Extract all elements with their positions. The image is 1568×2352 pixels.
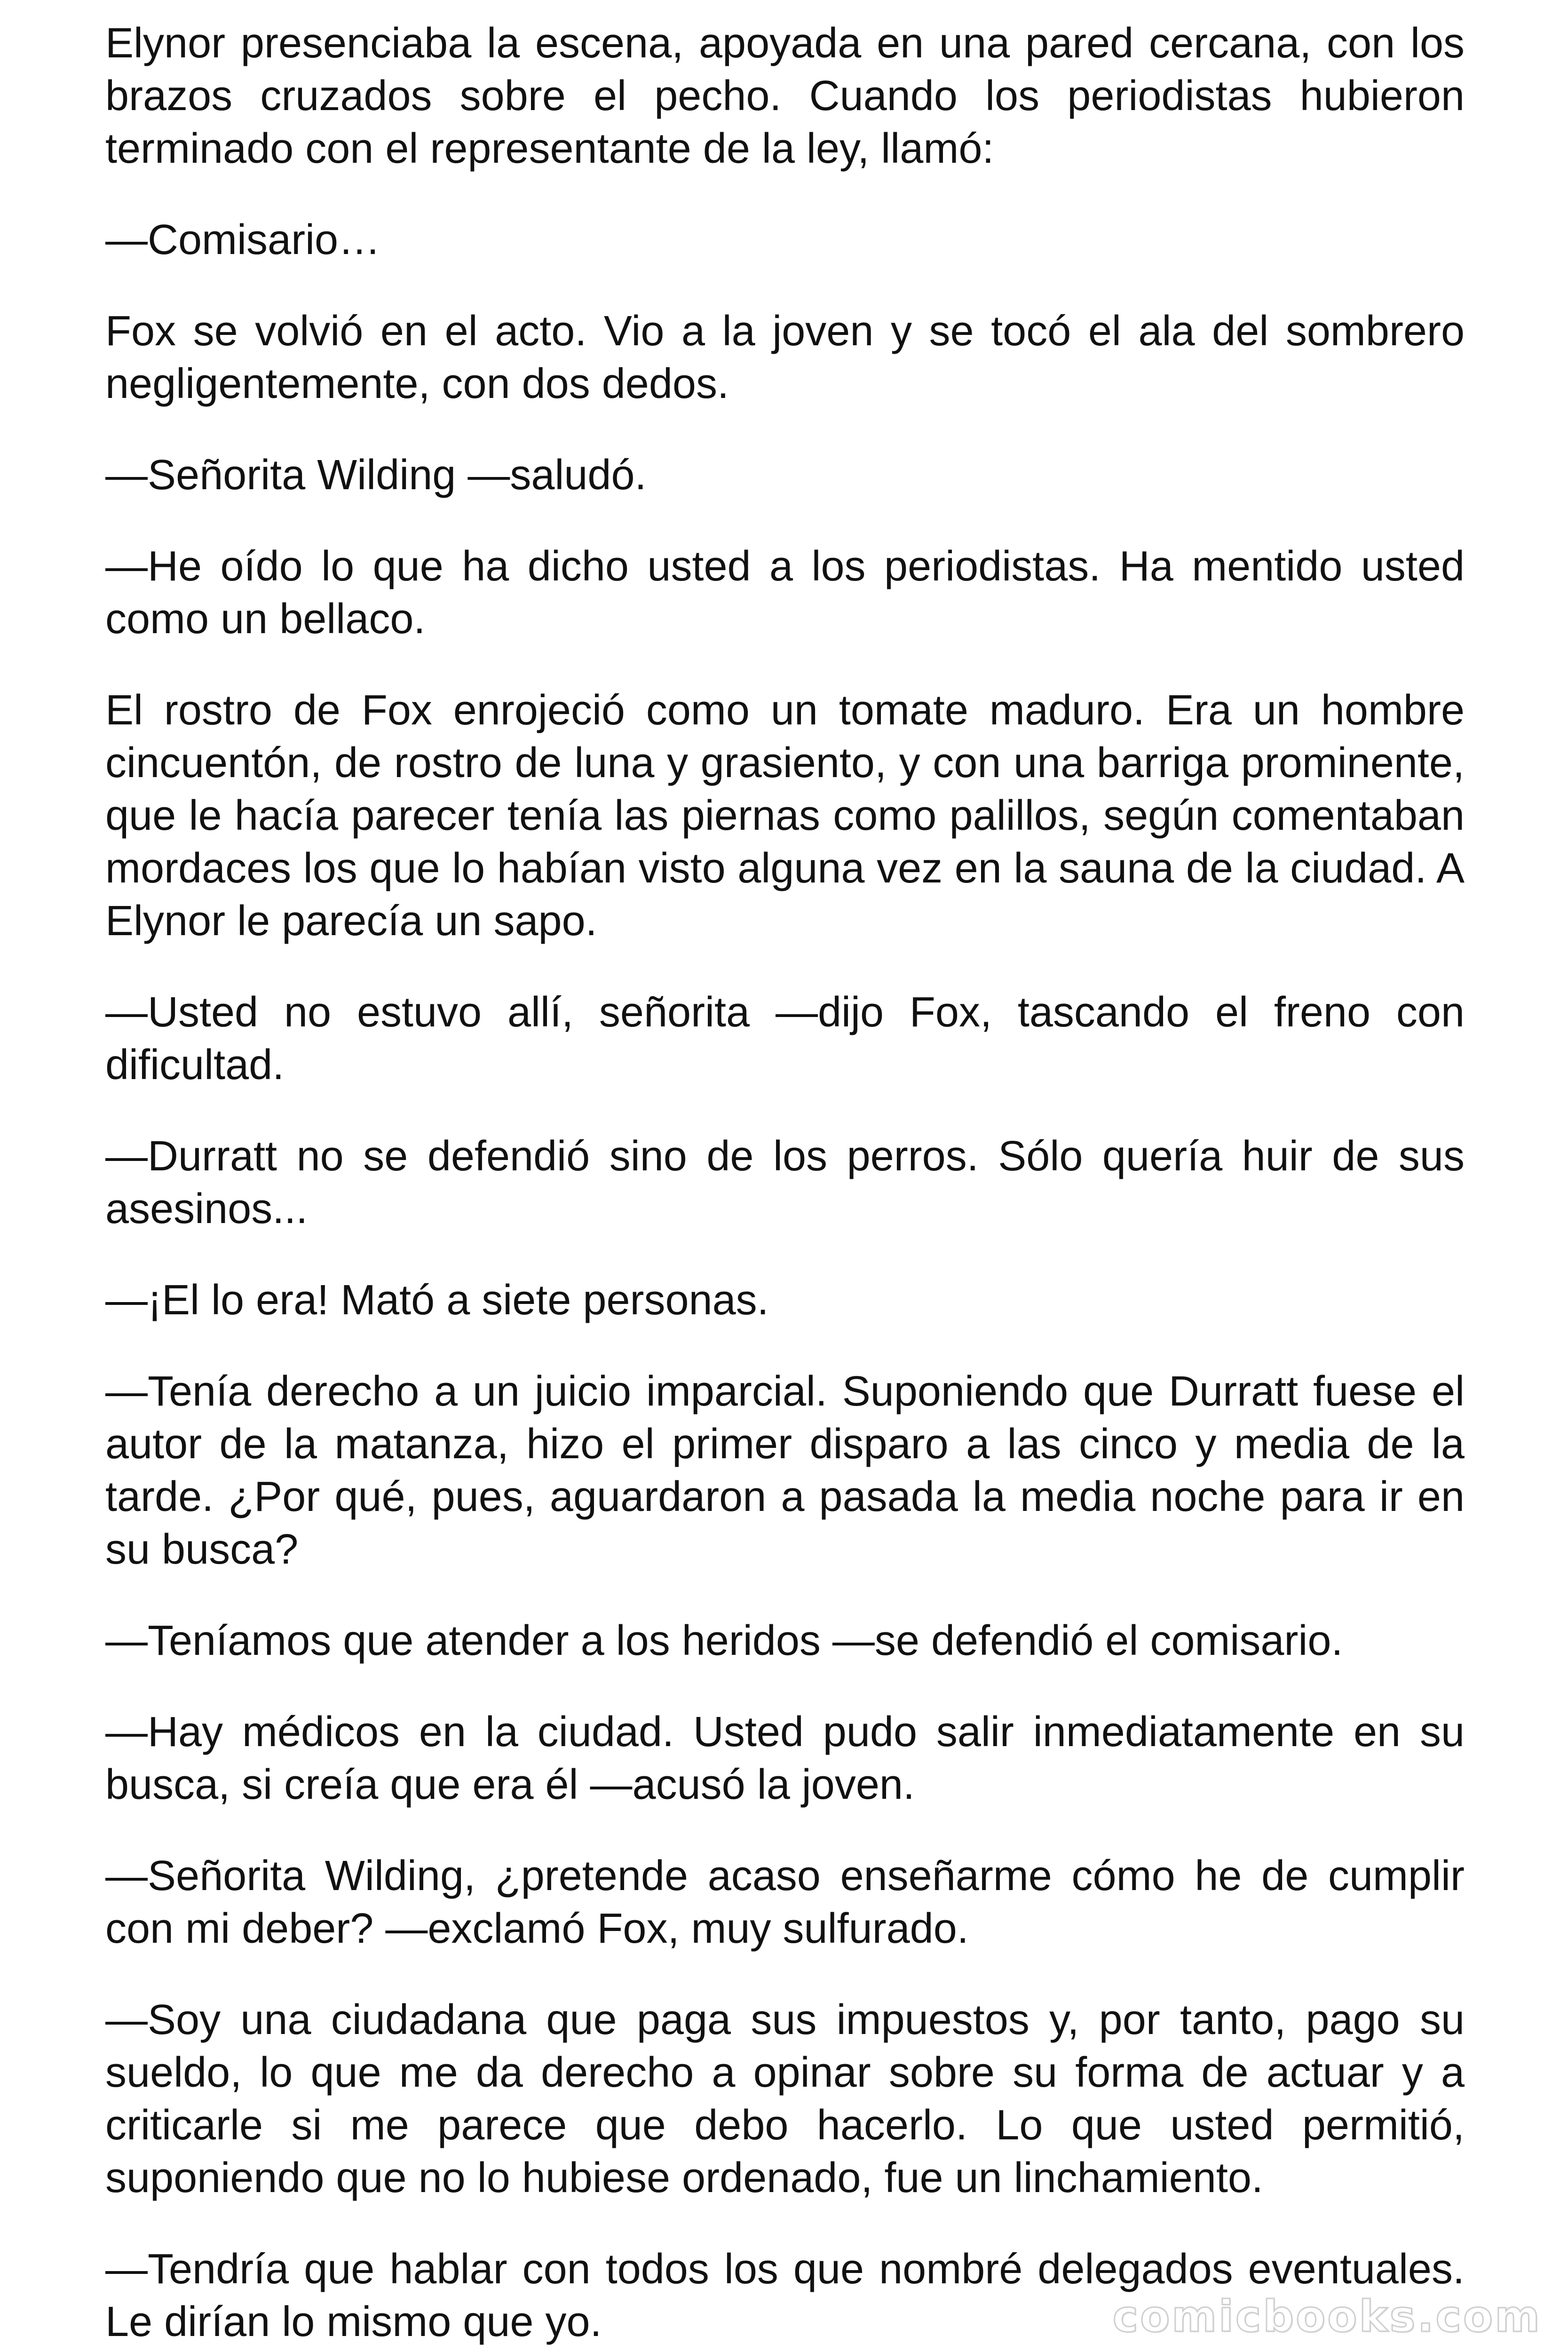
paragraph: —He oído lo que ha dicho usted a los periodistas. Ha mentido usted como un bellaco. [105,543,1465,643]
paragraph: —Teníamos que atender a los heridos —se defendió el comisario. [105,1617,1343,1664]
paragraph: —Tenía derecho a un juicio imparcial. Suponiendo que Durratt fuese el autor de la matanza, hizo el primer disparo a las cinco y media de la tarde. ¿Por qué, pues, aguardaron a pasada la media noche para ir en su busca? [105,1368,1465,1573]
paragraph: —Usted no estuvo allí, señorita —dijo Fox, tascando el freno con dificultad. [105,989,1465,1089]
document-body [105,17,1465,2352]
paragraph: —Durratt no se defendió sino de los perros. Sólo quería huir de sus asesinos... [105,1133,1465,1232]
paragraph: Fox se volvió en el acto. Vio a la joven y se tocó el ala del sombrero negligentemente, con dos dedos. [105,308,1465,407]
paragraph: —Soy una ciudadana que paga sus impuestos y, por tanto, pago su sueldo, lo que me da derecho a opinar sobre su forma de actuar y a criticarle si me parece que debo hacerlo. Lo que usted permitió, suponiendo que no lo hubiese ordenado, fue un linchamiento. [105,1996,1465,2201]
paragraph: —Hay médicos en la ciudad. Usted pudo salir inmediatamente en su busca, si creía que era él —acusó la joven. [105,1708,1465,1808]
watermark: comicbooks.com [1112,2291,1542,2342]
paragraph: El rostro de Fox enrojeció como un tomate maduro. Era un hombre cincuentón, de rostro de luna y grasiento, y con una barriga prominente, que le hacía parecer tenía las piernas como palillos, según comentaban mordaces los que lo habían visto alguna vez en la sauna de la ciudad. A Elynor le parecía un sapo. [105,687,1465,945]
paragraph: —¡El lo era! Mató a siete personas. [105,1277,769,1324]
paragraph: Elynor presenciaba la escena, apoyada en una pared cercana, con los brazos cruzados sobre el pecho. Cuando los periodistas hubieron terminado con el representante de la ley, llamó: [105,20,1465,172]
paragraph: —Señorita Wilding, ¿pretende acaso enseñarme cómo he de cumplir con mi deber? —exclamó Fox, muy sulfurado. [105,1852,1465,1952]
paragraph: —Comisario… [105,216,381,263]
paragraph: —Tendría que hablar con todos los que nombré delegados eventuales. Le dirían lo mismo que yo. [105,2246,1465,2345]
paragraph: —Señorita Wilding —saludó. [105,452,647,499]
